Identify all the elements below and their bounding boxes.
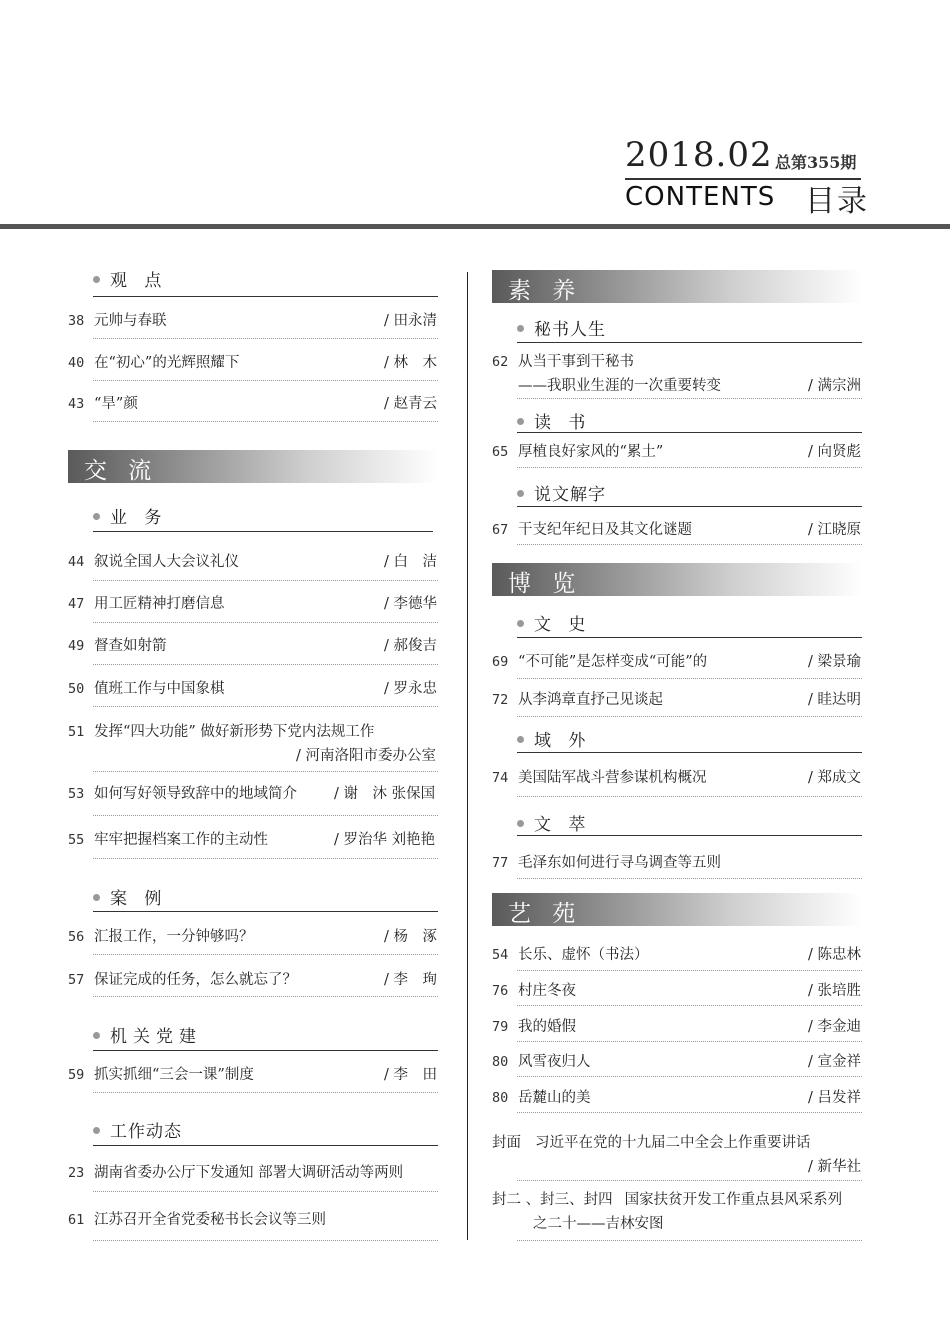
entry-separator xyxy=(93,421,438,422)
entry-separator xyxy=(517,796,862,797)
subsection-yewu: 业 务 xyxy=(93,503,167,529)
subsection-rule xyxy=(517,752,862,753)
bullet-icon xyxy=(93,513,100,520)
entry-separator xyxy=(517,1240,862,1241)
toc-entry[interactable]: 76 村庄冬夜 xyxy=(492,983,576,999)
subsection-rule xyxy=(517,637,862,638)
subsection-rule xyxy=(93,1145,438,1146)
entry-author: / 向贤彪 xyxy=(808,444,861,460)
entry-author: / 江晓原 xyxy=(808,522,861,538)
toc-entry[interactable]: 74 美国陆军战斗营参谋机构概况 xyxy=(492,770,707,786)
entry-author: / 罗治华 刘艳艳 xyxy=(334,832,436,848)
entry-separator xyxy=(517,467,862,468)
bullet-icon xyxy=(517,490,524,497)
entry-separator xyxy=(93,706,438,707)
bullet-icon xyxy=(517,325,524,332)
entry-author: / 宣金祥 xyxy=(808,1054,861,1070)
toc-entry[interactable]: 69 “不可能”是怎样变成“可能”的 xyxy=(492,654,708,670)
entry-separator xyxy=(93,1092,438,1093)
toc-entry[interactable]: 61 江苏召开全省党委秘书长会议等三则 xyxy=(68,1212,326,1228)
entry-separator xyxy=(93,815,438,816)
cover-entry[interactable]: 封面 习近平在党的十九届二中全会上作重要讲话 xyxy=(492,1135,811,1151)
section-banner-bolan: 博 览 xyxy=(492,563,862,596)
subsection-dongtai: 工作动态 xyxy=(93,1117,182,1143)
entry-separator xyxy=(93,996,438,997)
toc-entry[interactable]: 23 湖南省委办公厅下发通知 部署大调研活动等两则 xyxy=(68,1165,404,1181)
entry-subtitle: 之二十——吉林安图 xyxy=(533,1216,664,1232)
entry-author: / 谢 沐 张保国 xyxy=(334,786,436,802)
toc-entry[interactable]: 56 汇报工作，一分钟够吗？ xyxy=(68,929,254,945)
cover-inner-entry[interactable]: 封二 、封三、封四 国家扶贫开发工作重点县风采系列 xyxy=(492,1192,843,1208)
entry-author: / 李 珣 xyxy=(384,972,437,988)
entry-separator xyxy=(93,580,438,581)
issue-date: 2018.02 xyxy=(625,135,773,175)
subsection-rule xyxy=(93,1050,438,1051)
bullet-icon xyxy=(517,736,524,743)
entry-author: / 张培胜 xyxy=(808,983,861,999)
entry-separator xyxy=(517,398,862,399)
section-banner-suyang: 素 养 xyxy=(492,270,862,303)
entry-author: / 郑成文 xyxy=(808,770,861,786)
entry-separator xyxy=(517,1076,862,1077)
bullet-icon xyxy=(93,894,100,901)
entry-subtitle: ——我职业生涯的一次重要转变 xyxy=(518,378,721,394)
toc-entry[interactable]: 53 如何写好领导致辞中的地域简介 xyxy=(68,786,297,802)
subsection-dangjian: 机关党建 xyxy=(93,1022,202,1048)
entry-separator xyxy=(517,1180,862,1181)
entry-separator xyxy=(93,380,438,381)
entry-author: / 梁景瑜 xyxy=(808,654,861,670)
toc-entry[interactable]: 55 牢牢把握档案工作的主动性 xyxy=(68,832,268,848)
toc-entry[interactable]: 79 我的婚假 xyxy=(492,1019,576,1035)
toc-entry[interactable]: 65 厚植良好家风的“累土” xyxy=(492,444,664,460)
entry-separator xyxy=(93,1191,438,1192)
toc-entry[interactable]: 47 用工匠精神打磨信息 xyxy=(68,596,225,612)
entry-author: / 河南洛阳市委办公室 xyxy=(296,748,436,764)
entry-separator xyxy=(93,338,438,339)
contents-label: CONTENTS xyxy=(625,182,776,212)
bullet-icon xyxy=(93,276,100,283)
entry-separator xyxy=(93,664,438,665)
entry-author: / 田永清 xyxy=(384,313,437,329)
entry-separator xyxy=(517,1005,862,1006)
subsection-rule xyxy=(93,531,433,532)
toc-entry[interactable]: 51 发挥“四大功能” 做好新形势下党内法规工作 xyxy=(68,724,375,740)
column-divider xyxy=(467,272,468,1240)
top-divider xyxy=(0,224,950,229)
bullet-icon xyxy=(517,820,524,827)
toc-entry[interactable]: 40 在“初心”的光辉照耀下 xyxy=(68,355,240,371)
toc-entry[interactable]: 80 风雪夜归人 xyxy=(492,1054,591,1070)
subsection-dushu: 读 书 xyxy=(517,408,591,434)
entry-separator xyxy=(93,622,438,623)
subsection-guandian: 观 点 xyxy=(93,266,167,292)
bullet-icon xyxy=(93,1127,100,1134)
subsection-anli: 案 例 xyxy=(93,884,167,910)
entry-separator xyxy=(93,954,438,955)
mulu-label: 目录 xyxy=(805,184,869,219)
toc-entry[interactable]: 54 长乐、虚怀（书法） xyxy=(492,947,649,963)
entry-author: / 新华社 xyxy=(808,1159,861,1175)
entry-separator xyxy=(93,1240,438,1241)
bullet-icon xyxy=(93,1032,100,1039)
entry-author: / 赵青云 xyxy=(384,396,437,412)
toc-entry[interactable]: 67 干支纪年纪日及其文化谜题 xyxy=(492,522,692,538)
toc-entry[interactable]: 38 元帅与春联 xyxy=(68,313,167,329)
toc-entry[interactable]: 72 从李鸿章直抒己见谈起 xyxy=(492,692,663,708)
entry-author: / 吕发祥 xyxy=(808,1090,861,1106)
subsection-rule xyxy=(93,296,438,297)
subsection-mishu: 秘书人生 xyxy=(517,315,606,341)
entry-author: / 白 洁 xyxy=(384,554,437,570)
entry-author: / 林 木 xyxy=(384,355,437,371)
entry-separator xyxy=(517,544,862,545)
entry-separator xyxy=(517,1112,862,1113)
entry-author: / 满宗洲 xyxy=(808,378,861,394)
subsection-rule xyxy=(517,432,862,433)
subsection-rule xyxy=(517,506,862,507)
entry-author: / 陈忠林 xyxy=(808,947,861,963)
subsection-rule xyxy=(93,911,438,912)
toc-entry[interactable]: 43 “旱”颜 xyxy=(68,396,138,412)
entry-author: / 李德华 xyxy=(384,596,437,612)
toc-entry[interactable]: 62 从当干事到干秘书 xyxy=(492,354,634,370)
entry-author: / 罗永忠 xyxy=(384,681,437,697)
entry-author: / 郝俊吉 xyxy=(384,638,437,654)
toc-entry[interactable]: 77 毛泽东如何进行寻乌调查等五则 xyxy=(492,855,721,871)
bullet-icon xyxy=(517,418,524,425)
bullet-icon xyxy=(517,620,524,627)
section-banner-jiaoliu: 交 流 xyxy=(68,450,438,483)
entry-separator xyxy=(517,1041,862,1042)
entry-separator xyxy=(517,970,862,971)
subsection-yuwai: 域 外 xyxy=(517,726,591,752)
toc-entry[interactable]: 80 岳麓山的美 xyxy=(492,1090,591,1106)
section-banner-yiyuan: 艺 苑 xyxy=(492,893,862,926)
subsection-wencui: 文 萃 xyxy=(517,810,591,836)
entry-separator xyxy=(517,678,862,679)
entry-separator xyxy=(517,716,862,717)
subsection-rule xyxy=(517,835,862,836)
entry-author: / 眭达明 xyxy=(808,692,861,708)
entry-author: / 李 田 xyxy=(384,1067,437,1083)
toc-entry[interactable]: 44 叙说全国人大会议礼仪 xyxy=(68,554,239,570)
entry-author: / 李金迪 xyxy=(808,1019,861,1035)
toc-entry[interactable]: 57 保证完成的任务，怎么就忘了？ xyxy=(68,972,297,988)
toc-entry[interactable]: 49 督查如射箭 xyxy=(68,638,167,654)
entry-separator xyxy=(93,771,438,772)
toc-entry[interactable]: 59 抓实抓细“三会一课”制度 xyxy=(68,1067,254,1083)
subsection-rule xyxy=(517,342,862,343)
entry-author: / 杨 涿 xyxy=(384,929,437,945)
subsection-shuowen: 说文解字 xyxy=(517,480,606,506)
entry-separator xyxy=(93,858,438,859)
toc-entry[interactable]: 50 值班工作与中国象棋 xyxy=(68,681,225,697)
entry-separator xyxy=(517,878,862,879)
subsection-wenshi: 文 史 xyxy=(517,610,591,636)
issue-number: 总第355期 xyxy=(775,153,857,172)
